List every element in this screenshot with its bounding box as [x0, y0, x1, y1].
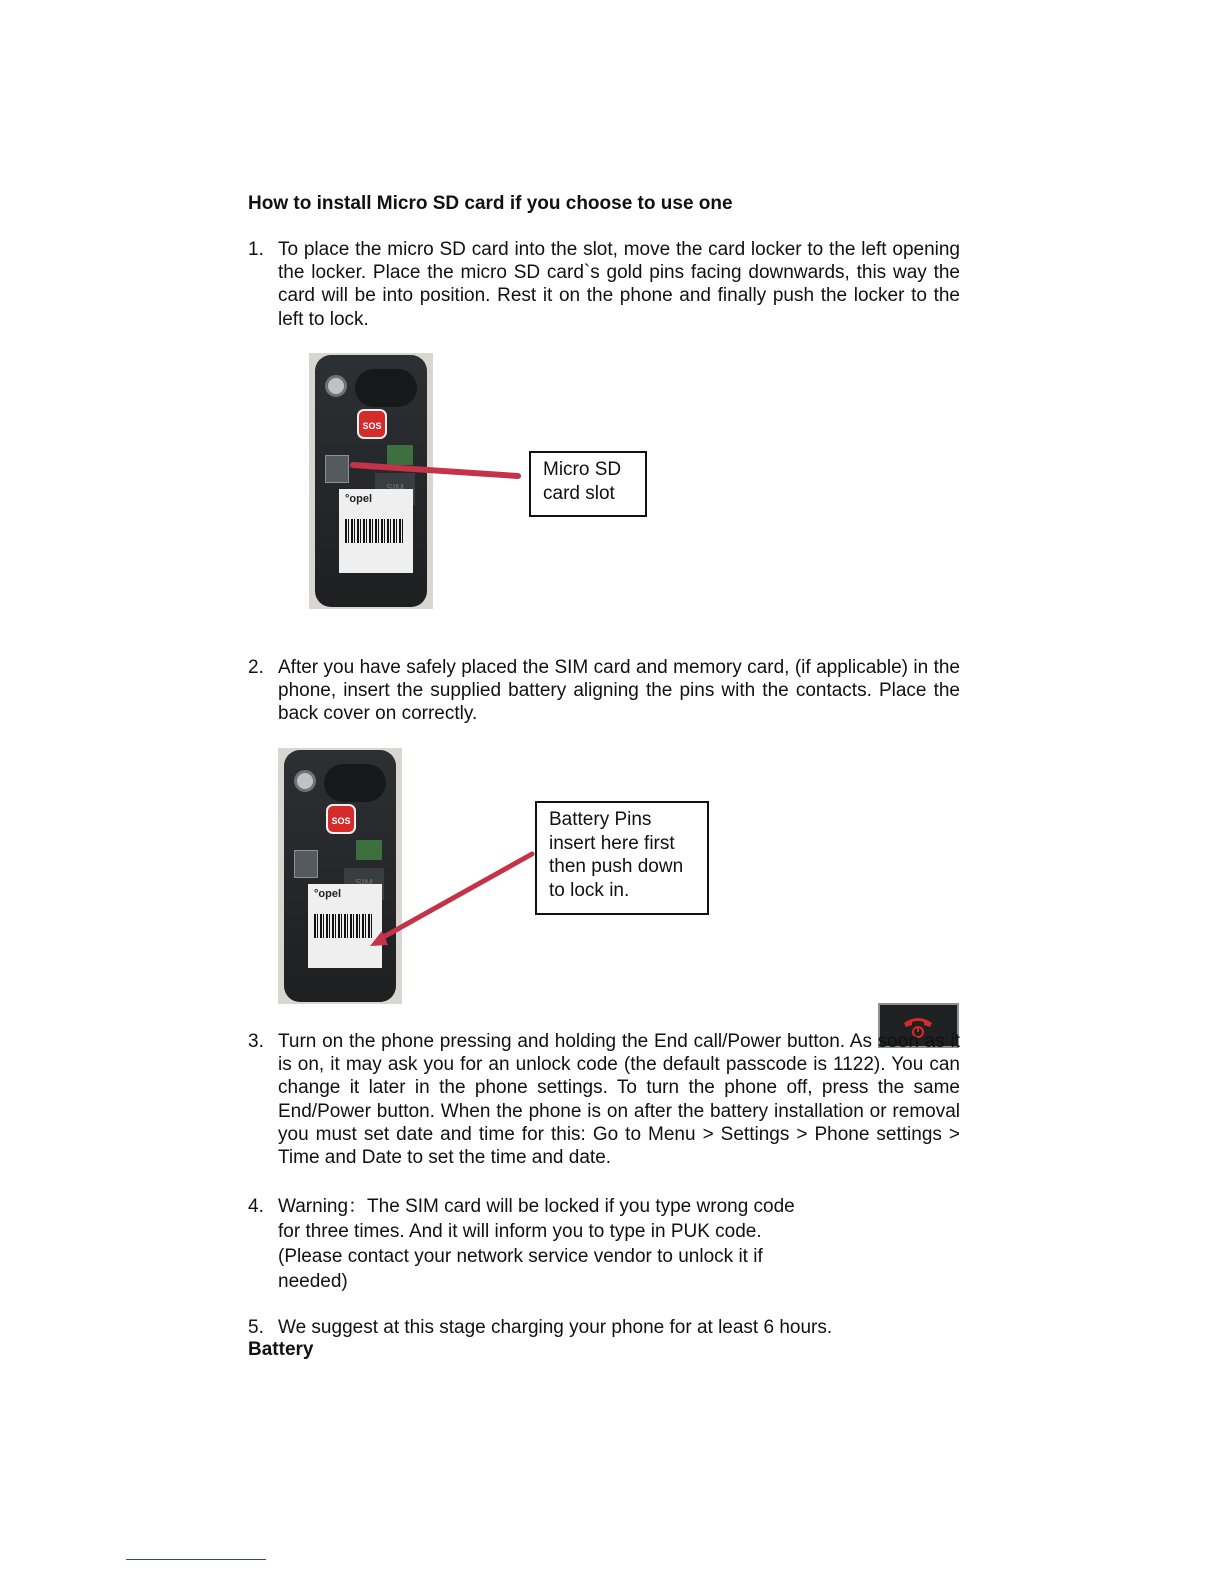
step-text-line: Warning：The SIM card will be locked if you type wrong code: [278, 1196, 795, 1217]
camera-window: [324, 764, 386, 802]
step-number: 5.: [248, 1317, 264, 1338]
callout-line: to lock in.: [549, 879, 630, 901]
step-number: 4.: [248, 1196, 264, 1217]
step-4: [248, 1194, 960, 1294]
section-heading: How to install Micro SD card if you choose to use one: [248, 193, 733, 214]
phone-label-sticker: [339, 489, 413, 573]
callout-line: card slot: [543, 482, 615, 504]
barcode: [345, 519, 405, 543]
step-number: 3.: [248, 1031, 264, 1052]
step-3: [248, 1030, 960, 1169]
brand-logo: °opel: [314, 888, 342, 900]
circuit-chip: [356, 840, 382, 860]
callout-line: Micro SD: [543, 459, 622, 480]
brand-logo: °opel: [345, 493, 373, 505]
callout-battery-pins: [535, 801, 709, 915]
step-number: 2.: [248, 657, 264, 678]
phone-back-photo-sd: [309, 353, 433, 609]
step-text-line: (Please contact your network service vendor to unlock it if: [278, 1246, 763, 1267]
step-2: [248, 656, 960, 726]
camera-window: [355, 369, 417, 407]
step-5: [248, 1316, 960, 1339]
step-text-line: needed): [278, 1271, 348, 1292]
barcode: [314, 914, 374, 938]
phone-label-sticker: [308, 884, 382, 968]
battery-heading: Battery: [248, 1339, 314, 1360]
step-text: To place the micro SD card into the slot, move the card locker to the left opening the locker. Place the micro SD card`s gold pins facing downwards, this way the card will be into position. Rest it on the phone and finally push the locker to the left to lock.: [278, 239, 960, 330]
step-text: We suggest at this stage charging your phone for at least 6 hours.: [278, 1317, 833, 1338]
callout-line: Battery Pins: [549, 809, 652, 830]
phone-body: [315, 355, 427, 607]
step-number: 1.: [248, 239, 264, 260]
callout-line: insert here first: [549, 832, 675, 854]
step-text: Turn on the phone pressing and holding the End call/Power button. As soon as it is on, it may ask you for an unlock code (the default passcode is 1122). You can change it later in the phone settings. To turn the phone off, press the same End/Power button. When the phone is on after the battery installation or removal you must set date and time for this: Go to Menu > Settings > Phone settings > Time and Date to set the time and date.: [278, 1031, 960, 1169]
circuit-chip: [387, 445, 413, 465]
step-text: [278, 1194, 960, 1294]
camera-lens: [294, 770, 316, 792]
micro-sd-slot: [294, 850, 318, 878]
camera-lens: [325, 375, 347, 397]
phone-body: [284, 750, 396, 1002]
step-text-line: for three times. And it will inform you to type in PUK code.: [278, 1221, 762, 1242]
footnote-rule: [126, 1559, 266, 1560]
step-1: [248, 238, 960, 331]
sos-button: SOS: [357, 409, 387, 439]
phone-back-photo-battery: [278, 748, 402, 1004]
callout-line: then push down: [549, 856, 684, 877]
callout-sd-slot: [529, 451, 647, 517]
micro-sd-slot: [325, 455, 349, 483]
sos-button: SOS: [326, 804, 356, 834]
step-text: After you have safely placed the SIM card and memory card, (if applicable) in the phone, insert the supplied battery aligning the pins with the contacts. Place the back cover on correctly.: [278, 657, 960, 725]
